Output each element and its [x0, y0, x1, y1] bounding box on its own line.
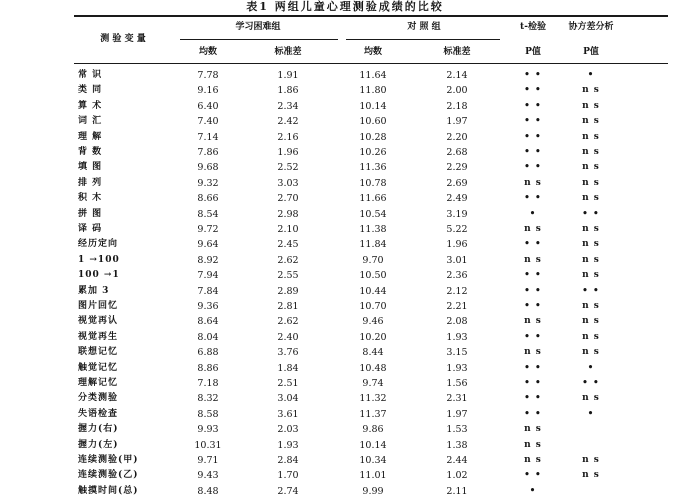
row-p-covariance: • — [587, 362, 595, 373]
row-mean-learning: 6.40 — [197, 100, 219, 112]
row-sd-control: 2.12 — [446, 285, 468, 297]
row-mean-control: 9.74 — [362, 378, 384, 389]
row-mean-learning: 8.66 — [197, 193, 219, 205]
row-mean-control: 11.37 — [359, 408, 387, 420]
row-mean-control: 10.14 — [359, 100, 387, 112]
row-mean-learning: 9.71 — [197, 455, 219, 466]
row-sd-control: 2.44 — [446, 455, 468, 466]
row-mean-control: 10.26 — [359, 147, 387, 158]
row-mean-learning: 8.32 — [197, 393, 219, 405]
row-name: 视觉再生 — [78, 331, 119, 342]
header-mean-2: 均数 — [363, 47, 382, 57]
row-name: 词 汇 — [78, 116, 103, 127]
row-mean-learning: 7.78 — [197, 70, 219, 81]
row-p-ttest: • • — [524, 70, 542, 80]
row-sd-control: 2.08 — [446, 316, 468, 328]
row-sd-learning: 2.55 — [277, 270, 299, 282]
row-p-ttest: • — [529, 485, 537, 496]
row-sd-control: 3.19 — [446, 208, 468, 220]
row-sd-control: 3.15 — [446, 347, 468, 359]
row-mean-control: 11.32 — [359, 393, 387, 405]
row-p-covariance: n s — [582, 85, 600, 96]
row-mean-control: 10.20 — [359, 331, 387, 343]
top-rule — [74, 15, 668, 17]
row-p-ttest: • • — [524, 100, 542, 111]
row-mean-control: 11.84 — [359, 239, 387, 251]
row-p-covariance: n s — [582, 131, 600, 142]
row-mean-control: 11.64 — [359, 70, 387, 81]
row-sd-learning: 2.98 — [277, 208, 299, 220]
row-p-ttest: n s — [524, 254, 542, 265]
row-p-ttest: n s — [524, 224, 542, 234]
row-sd-control: 2.31 — [446, 393, 468, 405]
row-name: 理 解 — [78, 131, 103, 142]
row-mean-control: 10.48 — [359, 362, 387, 374]
row-p-ttest: • • — [524, 378, 542, 388]
row-sd-control: 2.49 — [446, 193, 468, 205]
row-sd-control: 1.96 — [446, 239, 468, 251]
row-mean-learning: 8.54 — [197, 208, 219, 220]
header-rule — [74, 63, 668, 64]
row-sd-control: 1.93 — [446, 362, 468, 374]
row-mean-control: 11.38 — [359, 224, 387, 235]
header-p-value-cov: P值 — [583, 47, 599, 57]
row-sd-learning: 2.42 — [277, 116, 299, 128]
row-sd-learning: 2.84 — [277, 455, 299, 466]
row-mean-learning: 8.58 — [197, 408, 219, 420]
row-mean-learning: 9.93 — [197, 424, 219, 436]
row-mean-control: 9.86 — [362, 424, 384, 436]
row-p-ttest: • • — [524, 131, 542, 142]
row-sd-control: 2.36 — [446, 270, 468, 282]
row-p-ttest: n s — [524, 347, 542, 358]
row-sd-control: 3.01 — [446, 254, 468, 266]
row-mean-control: 9.70 — [362, 254, 384, 266]
row-sd-control: 2.29 — [446, 162, 468, 174]
header-variable: 测 验 变 量 — [100, 34, 146, 44]
header-control-group: 对 照 组 — [407, 22, 441, 32]
row-p-covariance: n s — [582, 239, 600, 250]
row-name: 算 术 — [78, 100, 103, 111]
row-name: 100 →1 — [78, 270, 120, 281]
row-mean-learning: 9.43 — [197, 470, 219, 482]
row-mean-learning: 7.18 — [197, 378, 219, 389]
row-name: 触觉记忆 — [78, 362, 119, 373]
row-p-covariance: • • — [582, 208, 600, 219]
row-mean-learning: 8.64 — [197, 316, 219, 328]
row-sd-learning: 2.03 — [277, 424, 299, 436]
row-name: 译 码 — [78, 224, 103, 234]
row-p-covariance: n s — [582, 347, 600, 358]
row-p-ttest: • • — [524, 331, 542, 342]
row-mean-control: 10.78 — [359, 177, 387, 189]
row-p-covariance: n s — [582, 301, 600, 311]
header-sd-2: 标准差 — [443, 47, 471, 57]
row-mean-control: 11.80 — [359, 85, 387, 97]
row-sd-learning: 1.96 — [277, 147, 299, 158]
row-p-ttest: • • — [524, 239, 542, 250]
row-p-covariance: n s — [582, 331, 600, 342]
row-p-covariance: • — [587, 70, 595, 80]
row-name: 累加 3 — [78, 285, 110, 296]
row-mean-control: 10.70 — [359, 301, 387, 312]
row-mean-control: 10.50 — [359, 270, 387, 282]
row-name: 积 木 — [78, 193, 103, 204]
row-mean-learning: 7.84 — [197, 285, 219, 297]
row-p-covariance: n s — [582, 147, 600, 157]
row-sd-control: 1.02 — [446, 470, 468, 482]
row-mean-learning: 8.04 — [197, 331, 219, 343]
row-p-ttest: • • — [524, 193, 542, 204]
row-sd-learning: 3.03 — [277, 177, 299, 189]
row-sd-control: 1.97 — [446, 116, 468, 128]
row-p-ttest: n s — [524, 177, 542, 188]
row-sd-learning: 2.81 — [277, 301, 299, 312]
row-name: 分类测验 — [78, 393, 119, 404]
row-mean-learning: 10.31 — [194, 439, 222, 451]
row-sd-learning: 1.70 — [277, 470, 299, 482]
header-sd-1: 标准差 — [274, 47, 302, 57]
row-mean-learning: 9.36 — [197, 301, 219, 312]
row-sd-learning: 2.62 — [277, 254, 299, 266]
table-title: 表1 两组儿童心理测验成绩的比较 — [246, 0, 444, 13]
row-sd-learning: 2.52 — [277, 162, 299, 174]
row-name: 触摸时间(总) — [78, 485, 139, 496]
row-p-covariance: • • — [582, 285, 600, 296]
row-p-ttest: • • — [524, 408, 542, 419]
row-sd-learning: 2.62 — [277, 316, 299, 328]
row-name: 握力(右) — [78, 424, 119, 435]
row-sd-control: 1.53 — [446, 424, 468, 436]
row-name: 填 图 — [78, 162, 103, 173]
row-sd-learning: 2.51 — [277, 378, 299, 389]
row-p-ttest: • • — [524, 85, 542, 96]
learning-group-underline — [180, 39, 338, 40]
row-p-ttest: • • — [524, 147, 542, 157]
header-mean-1: 均数 — [198, 47, 217, 57]
header-t-test: t-检验 — [520, 22, 546, 32]
row-p-ttest: n s — [524, 424, 542, 435]
row-mean-learning: 7.86 — [197, 147, 219, 158]
header-covariance: 协方差分析 — [568, 22, 614, 32]
row-name: 失语检查 — [78, 408, 119, 419]
row-mean-learning: 8.48 — [197, 485, 219, 497]
row-sd-control: 1.93 — [446, 331, 468, 343]
row-name: 拼 图 — [78, 208, 103, 219]
row-mean-learning: 7.94 — [197, 270, 219, 282]
row-sd-learning: 1.93 — [277, 439, 299, 451]
row-name: 排 列 — [78, 177, 103, 188]
row-p-covariance: n s — [582, 455, 600, 465]
row-name: 图片回忆 — [78, 301, 119, 311]
row-p-covariance: n s — [582, 254, 600, 265]
row-p-covariance: n s — [582, 316, 600, 327]
row-mean-control: 9.46 — [362, 316, 384, 328]
row-sd-control: 2.11 — [446, 485, 468, 497]
row-sd-learning: 1.84 — [277, 362, 299, 374]
row-name: 视觉再认 — [78, 316, 119, 327]
row-sd-learning: 2.45 — [277, 239, 299, 251]
row-mean-learning: 8.86 — [197, 362, 219, 374]
row-p-covariance: n s — [582, 116, 600, 127]
row-sd-control: 2.21 — [446, 301, 468, 312]
row-sd-learning: 3.61 — [277, 408, 299, 420]
row-name: 握力(左) — [78, 439, 119, 450]
row-p-ttest: n s — [524, 439, 542, 450]
row-mean-learning: 9.72 — [197, 224, 219, 235]
row-p-covariance: n s — [582, 193, 600, 204]
row-mean-control: 11.01 — [359, 470, 387, 482]
row-p-covariance: n s — [582, 100, 600, 111]
row-mean-control: 11.36 — [359, 162, 387, 174]
row-p-ttest: • • — [524, 470, 542, 481]
row-mean-control: 9.99 — [362, 485, 384, 497]
row-sd-control: 2.00 — [446, 85, 468, 97]
row-mean-learning: 9.16 — [197, 85, 219, 97]
row-name: 常 识 — [78, 70, 103, 80]
row-mean-learning: 7.40 — [197, 116, 219, 128]
row-sd-learning: 2.40 — [277, 331, 299, 343]
row-p-ttest: • • — [524, 270, 542, 281]
row-sd-learning: 1.86 — [277, 85, 299, 97]
row-sd-learning: 2.74 — [277, 485, 299, 497]
row-p-ttest: n s — [524, 316, 542, 327]
header-learning-group: 学习困难组 — [235, 22, 281, 32]
row-sd-control: 1.56 — [446, 378, 468, 389]
row-mean-control: 11.66 — [359, 193, 387, 205]
row-sd-learning: 2.10 — [277, 224, 299, 235]
row-p-covariance: n s — [582, 224, 600, 234]
row-name: 类 同 — [78, 85, 103, 96]
row-p-covariance: n s — [582, 177, 600, 188]
row-name: 理解记忆 — [78, 378, 119, 388]
row-sd-control: 2.14 — [446, 70, 468, 81]
row-name: 背 数 — [78, 147, 103, 157]
row-p-covariance: • • — [582, 378, 600, 388]
row-name: 1 →100 — [78, 254, 120, 265]
row-sd-control: 2.68 — [446, 147, 468, 158]
row-sd-learning: 2.70 — [277, 193, 299, 205]
row-mean-learning: 6.88 — [197, 347, 219, 359]
row-mean-learning: 9.68 — [197, 162, 219, 174]
row-sd-control: 2.69 — [446, 177, 468, 189]
row-mean-control: 10.28 — [359, 131, 387, 143]
row-p-covariance: n s — [582, 470, 600, 481]
row-sd-control: 2.18 — [446, 100, 468, 112]
row-p-ttest: • • — [524, 362, 542, 373]
row-mean-learning: 9.32 — [197, 177, 219, 189]
header-p-value-t: P值 — [525, 47, 541, 57]
row-mean-control: 10.14 — [359, 439, 387, 451]
row-p-ttest: • • — [524, 285, 542, 296]
row-name: 经历定向 — [78, 239, 119, 250]
row-p-ttest: • — [529, 208, 537, 219]
row-sd-learning: 1.91 — [277, 70, 299, 81]
row-sd-learning: 2.89 — [277, 285, 299, 297]
row-p-ttest: n s — [524, 455, 542, 465]
row-p-covariance: n s — [582, 162, 600, 173]
row-mean-control: 10.54 — [359, 208, 387, 220]
row-sd-control: 1.97 — [446, 408, 468, 420]
row-p-ttest: • • — [524, 393, 542, 404]
row-mean-control: 10.44 — [359, 285, 387, 297]
row-p-ttest: • • — [524, 162, 542, 173]
row-sd-control: 1.38 — [446, 439, 468, 451]
row-name: 连续测验(乙) — [78, 470, 139, 481]
row-p-ttest: • • — [524, 301, 542, 311]
row-sd-control: 5.22 — [446, 224, 468, 235]
row-sd-learning: 2.34 — [277, 100, 299, 112]
row-name: 联想记忆 — [78, 347, 119, 358]
row-p-ttest: • • — [524, 116, 542, 127]
row-sd-learning: 3.76 — [277, 347, 299, 359]
row-mean-learning: 9.64 — [197, 239, 219, 251]
row-p-covariance: • — [587, 408, 595, 419]
row-mean-control: 10.60 — [359, 116, 387, 128]
row-mean-control: 8.44 — [362, 347, 384, 359]
row-sd-learning: 2.16 — [277, 131, 299, 143]
row-p-covariance: n s — [582, 270, 600, 281]
row-sd-control: 2.20 — [446, 131, 468, 143]
row-mean-learning: 7.14 — [197, 131, 219, 143]
row-mean-control: 10.34 — [359, 455, 387, 466]
control-group-underline — [346, 39, 500, 40]
row-p-covariance: n s — [582, 393, 600, 404]
row-mean-learning: 8.92 — [197, 254, 219, 266]
row-sd-learning: 3.04 — [277, 393, 299, 405]
row-name: 连续测验(甲) — [78, 455, 139, 465]
